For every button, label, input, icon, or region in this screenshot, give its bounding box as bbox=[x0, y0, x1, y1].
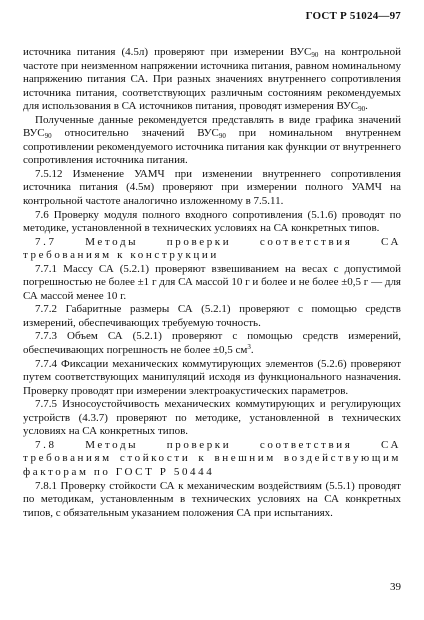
paragraph-7-6: 7.6 Проверку модуля полного входного сопротивления (5.1.6) проводят по методике, установленной в технических условиях на СА конкретных типов. bbox=[23, 208, 401, 235]
paragraph-7-7-3: 7.7.3 Объем СА (5.2.1) проверяют с помощью средств измерений, обеспечивающих погрешность не более ±0,5 $см^3$. bbox=[23, 330, 401, 357]
page-body bbox=[23, 46, 401, 520]
paragraph-7-8-1: 7.8.1 Проверку стойкости СА к механическим воздействиям (5.5.1) проводят по методикам, установленным в технических условиях на СА конкретных типов, с обязательным указанием положения СА при испытаниях. bbox=[23, 479, 401, 519]
section-heading-7-8: 7.8 Методы проверки соответствия СА требованиям стойкости к внешним воздействующим факторам по ГОСТ Р 50444 bbox=[23, 438, 401, 478]
paragraph-7-5-12: 7.5.12 Изменение УАМЧ при изменении внутреннего сопротивления источника питания (4.5м) проверяют при измерении полного УАМЧ на контрольной частоте аналогично изложенному в 7.5.11. bbox=[23, 167, 401, 208]
paragraph: источника питания (4.5л) проверяют при измерении $ВУС_{90}$ на контрольной частоте при неизменном напряжении источника питания, равном номинальному напряжению питания СА. При разных значениях внутреннего сопротивления источника питания, соответствующих различным состояниям рекомендуемых для использования в СА источников питания, проводят измерения $ВУС_{90}$. bbox=[23, 46, 401, 114]
paragraph-7-7-5: 7.7.5 Износоустойчивость механических коммутирующих и регулирующих устройств (4.3.7) проверяют по методике, установленной в технических условиях на СА конкретных типов. bbox=[23, 398, 401, 438]
paragraph-7-7-4: 7.7.4 Фиксации механических коммутирующих элементов (5.2.6) проверяют путем соответствующих манипуляций исходя из функционального назначения. Проверку проводят при измерении электроакустических параметров. bbox=[23, 357, 401, 397]
paragraph: Полученные данные рекомендуется представлять в виде графика значений $ВУС_{90}$ относительно значений $ВУС_{90}$ при номинальном внутреннем сопротивлении рекомендуемого источника питания как функции от внутреннего сопротивления источника питания. bbox=[23, 113, 401, 167]
page-number: 39 bbox=[390, 581, 401, 593]
section-heading-7-7: 7.7 Методы проверки соответствия СА требованиям к конструкции bbox=[23, 235, 401, 262]
page-header: ГОСТ Р 51024—97 bbox=[305, 10, 401, 22]
paragraph-7-7-1: 7.7.1 Массу СА (5.2.1) проверяют взвешиванием на весах с допустимой погрешностью не более ±1 г для СА массой 10 г и более и не более ±0,5 г — для СА массой менее 10 г. bbox=[23, 262, 401, 302]
paragraph-7-7-2: 7.7.2 Габаритные размеры СА (5.2.1) проверяют с помощью средств измерений, обеспечивающих требуемую точность. bbox=[23, 303, 401, 329]
